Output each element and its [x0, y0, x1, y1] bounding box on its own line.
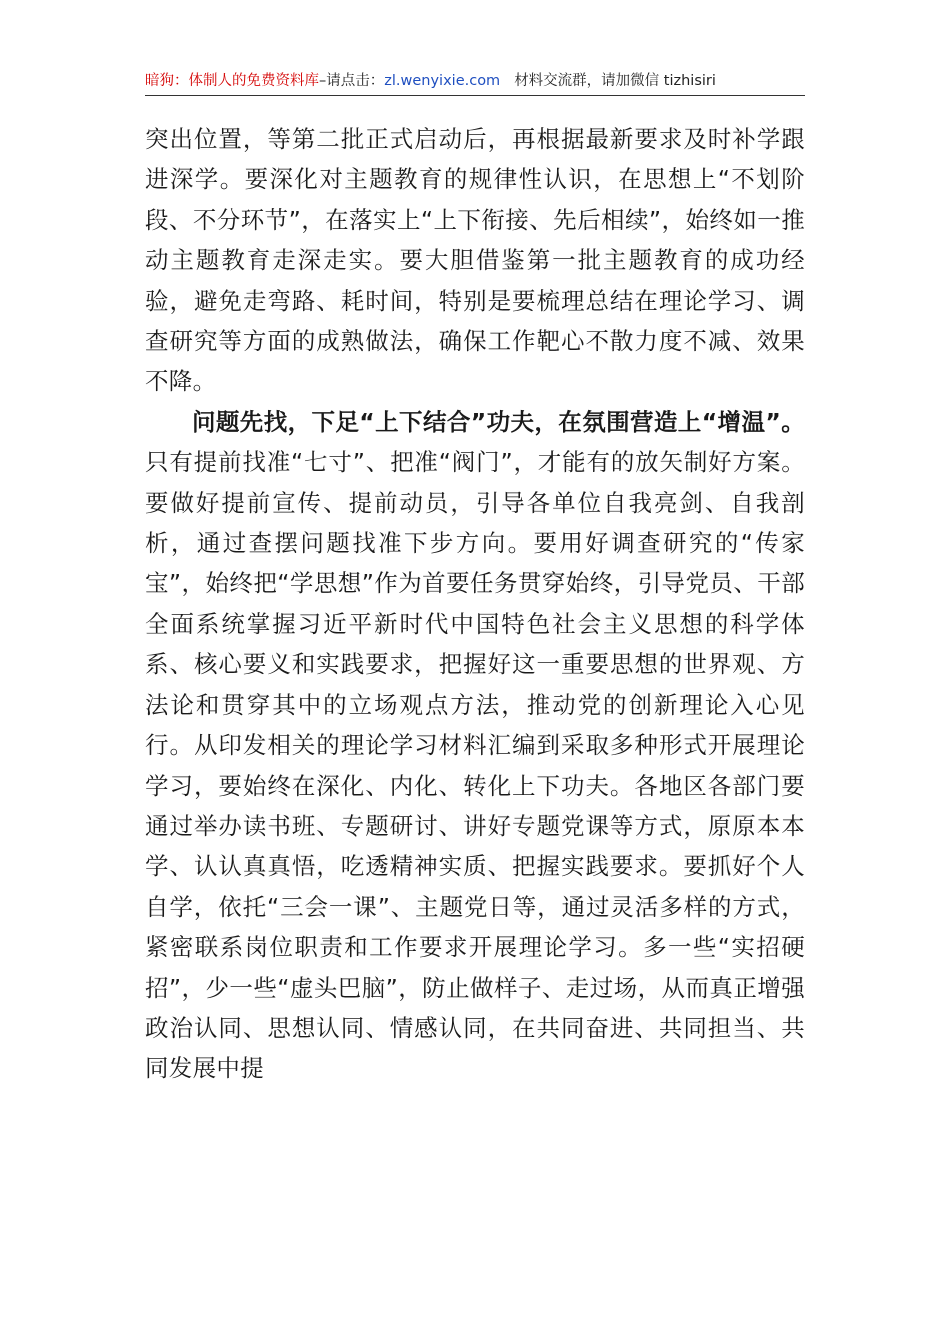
header-brand: 暗狗：体制人的免费资料库 — [145, 73, 319, 89]
paragraph-continued — [145, 119, 805, 402]
paragraph-section — [145, 402, 805, 1089]
header-url-link[interactable]: zl.wenyixie.com — [384, 73, 501, 89]
section-heading: 问题先找，下足“上下结合”功夫，在氛围营造上“增温”。 — [192, 407, 805, 436]
document-body — [145, 119, 805, 1089]
header-divider — [145, 95, 805, 96]
page-header — [145, 70, 805, 92]
paragraph-text: 只有提前找准“七寸”、把准“阀门”，才能有的放矢制好方案。要做好提前宣传、提前动员，引导各单位自我亮剑、自我剖析，通过查摆问题找准下步方向。要用好调查研究的“传家宝”，始终把“学思想”作为首要任务贯穿始终，引导党员、干部全面系统掌握习近平新时代中国特色社会主义思想的科学体系、核心要义和实践要求，把握好这一重要思想的世界观、方法论和贯穿其中的立场观点方法，推动党的创新理论入心见行。从印发相关的理论学习材料汇编到采取多种形式开展理论学习，要始终在深化、内化、转化上下功夫。各地区各部门要通过举办读书班、专题研讨、讲好专题党课等方式，原原本本学、认认真真悟，吃透精神实质、把握实践要求。要抓好个人自学，依托“三会一课”、主题党日等，通过灵活多样的方式，紧密联系岗位职责和工作要求开展理论学习。多一些“实招硬招”，少一些“虚头巴脑”，防止做样子、走过场，从而真正增强政治认同、思想认同、情感认同，在共同奋进、共同担当、共同发展中提 — [145, 448, 805, 1083]
header-prompt: –请点击： — [319, 73, 385, 89]
paragraph-text: 突出位置，等第二批正式启动后，再根据最新要求及时补学跟进深学。要深化对主题教育的规律性认识，在思想上“不划阶段、不分环节”，在落实上“上下衔接、先后相续”，始终如一推动主题教育走深走实。要大胆借鉴第一批主题教育的成功经验，避免走弯路、耗时间，特别是要梳理总结在理论学习、调查研究等方面的成熟做法，确保工作靶心不散力度不减、效果不降。 — [145, 125, 805, 396]
header-contact: 材料交流群，请加微信 tizhisiri — [514, 73, 716, 89]
